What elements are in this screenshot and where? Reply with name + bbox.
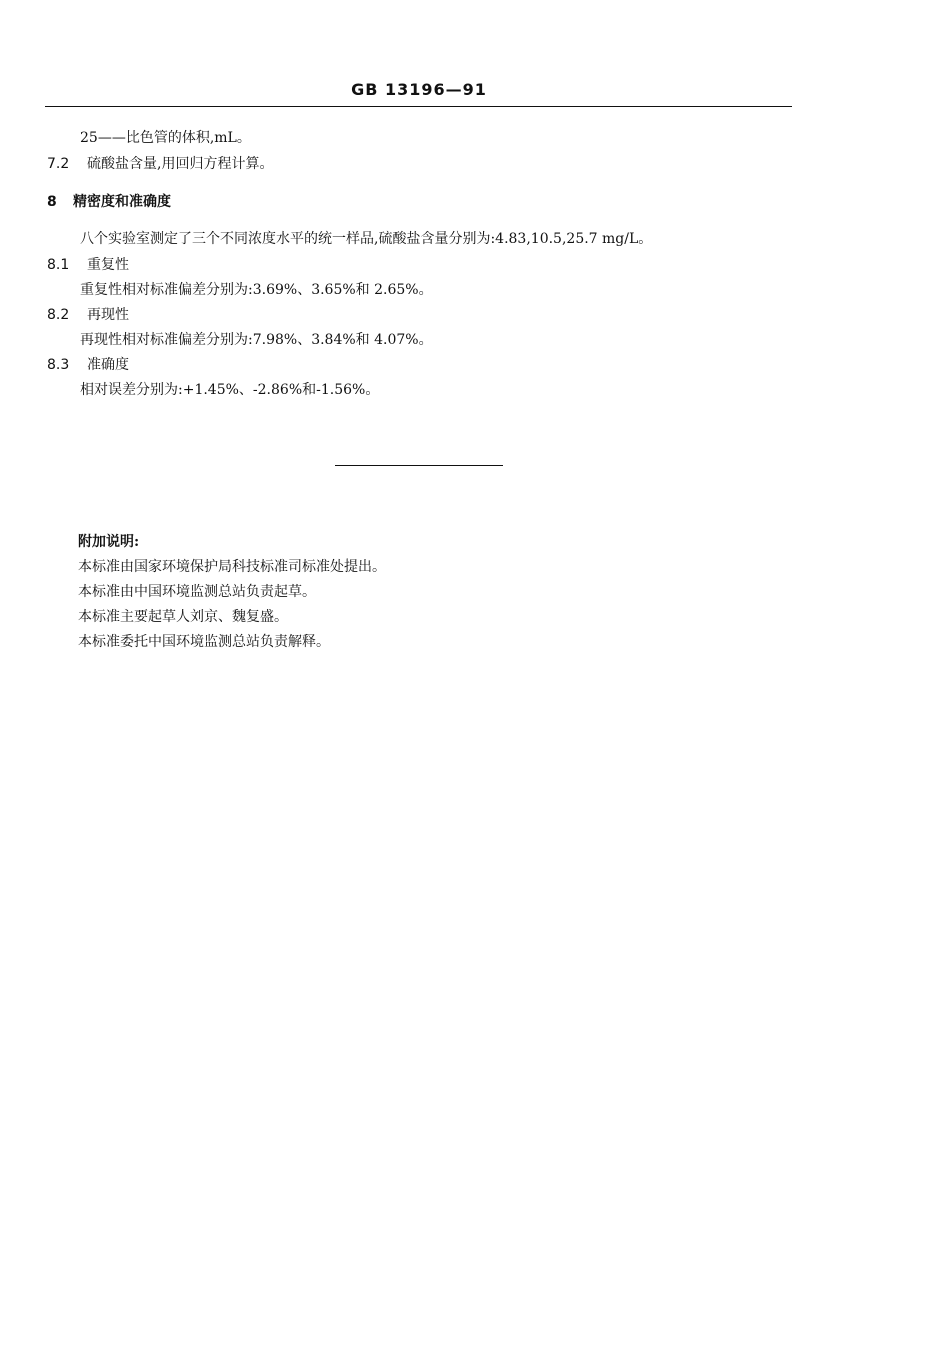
- header-rule: [45, 106, 792, 107]
- appendix-line: 本标准由中国环境监测总站负责起草。: [78, 584, 316, 600]
- section-title: 重复性: [87, 257, 129, 273]
- section-number: 8: [47, 194, 57, 210]
- appendix-line: 本标准由国家环境保护局科技标准司标准处提出。: [78, 559, 386, 575]
- section-number: 8.2: [47, 307, 70, 323]
- formula-variable-line: 25——比色管的体积,mL。: [80, 130, 251, 146]
- section-title: 准确度: [87, 357, 129, 373]
- standard-code-header: GB 13196—91: [351, 80, 487, 99]
- section-8-paragraph: 八个实验室测定了三个不同浓度水平的统一样品,硫酸盐含量分别为:4.83,10.5,25.7 mg/L。: [80, 231, 653, 247]
- appendix-line: 本标准主要起草人刘京、魏复盛。: [78, 609, 288, 625]
- section-title: 精密度和准确度: [73, 194, 171, 210]
- section-title: 再现性: [87, 307, 129, 323]
- section-text: 硫酸盐含量,用回归方程计算。: [87, 156, 274, 172]
- section-8-3-heading: [47, 355, 129, 375]
- section-8-3-text: 相对误差分别为:+1.45%、-2.86%和-1.56%。: [80, 382, 380, 398]
- end-of-text-rule: [335, 465, 503, 466]
- section-number: 7.2: [47, 156, 70, 172]
- section-7-2: [47, 154, 273, 174]
- section-number: 8.1: [47, 257, 70, 273]
- section-8-1-heading: [47, 255, 129, 275]
- section-8-2-text: 再现性相对标准偏差分别为:7.98%、3.84%和 4.07%。: [80, 332, 433, 348]
- appendix-title: 附加说明:: [78, 534, 140, 550]
- section-number: 8.3: [47, 357, 70, 373]
- section-8-heading: [47, 192, 171, 212]
- appendix-line: 本标准委托中国环境监测总站负责解释。: [78, 634, 330, 650]
- section-8-2-heading: [47, 305, 129, 325]
- section-8-1-text: 重复性相对标准偏差分别为:3.69%、3.65%和 2.65%。: [80, 282, 433, 298]
